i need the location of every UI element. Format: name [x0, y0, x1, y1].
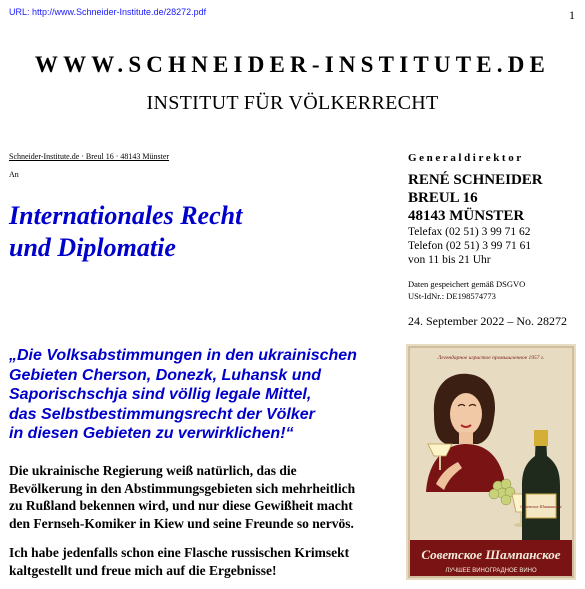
poster-subtitle: ЛУЧШЕЕ ВИНОГРАДНОЕ ВИНО — [445, 568, 537, 574]
director-city: 48143 MÜNSTER — [408, 208, 525, 224]
champagne-poster-image — [406, 344, 576, 580]
document-url[interactable]: URL: http://www.Schneider-Institute.de/28272.pdf — [9, 7, 207, 17]
face-shape — [450, 393, 482, 435]
quote-line: das Selbstbestimmungsrecht der Völker — [9, 405, 315, 423]
director-street: BREUL 16 — [408, 190, 478, 206]
poster-top-text: Легендарное игристое промышленное 1957 г. — [437, 355, 545, 361]
date-reference: 24. September 2022 – No. 28272 — [408, 314, 567, 328]
site-heading: WWW.SCHNEIDER-INSTITUTE.DE — [34, 52, 551, 77]
quote-line: „Die Volksabstimmungen in den ukrainischen — [9, 347, 357, 364]
title-line-2: und Diplomatie — [9, 233, 176, 262]
page-number: 1 — [569, 8, 575, 22]
vat-line: USt-IdNr.: DE198574773 — [408, 290, 496, 301]
sender-address-line: Schneider-Institute.de · Breul 16 · 48143 Münster — [9, 152, 170, 161]
phone-line: Telefon (02 51) 3 99 71 61 — [408, 240, 532, 252]
director-address — [408, 171, 543, 225]
poster-brand-text: Советское Шампанское — [421, 547, 561, 562]
body-line: den Fernseh-Komiker in Kiew und seine Freunde so nervös. — [9, 515, 354, 531]
body-paragraph-1 — [9, 462, 404, 532]
body-paragraph-2 — [9, 544, 404, 579]
body-line: Die ukrainische Regierung weiß natürlich, das die — [9, 463, 297, 478]
institute-heading: INSTITUT FÜR VÖLKERRECHT — [146, 92, 439, 114]
title-line-1: Internationales Recht — [9, 201, 243, 230]
body-line: kaltgestellt und freue mich auf die Ergebnisse! — [9, 562, 277, 578]
director-name: RENÉ SCHNEIDER — [408, 172, 543, 188]
body-line: Ich habe jedenfalls schon eine Flasche russischen Krimsekt — [9, 545, 350, 560]
hours-line: von 11 bis 21 Uhr — [408, 254, 491, 266]
quote-line: Saporischschja sind völlig legale Mittel, — [9, 386, 312, 403]
quote-block — [9, 346, 357, 444]
body-line: zu Rußland bekennen wird, und nur diese Gewißheit macht — [9, 498, 353, 513]
quote-line: in diesen Gebieten zu verwirklichen!“ — [9, 425, 294, 442]
svg-text:Советское Шампанское: Советское Шампанское — [520, 504, 562, 509]
gdpr-line: Daten gespeichert gemäß DSGVO — [408, 279, 526, 289]
director-label: Generaldirektor — [408, 152, 524, 164]
director-contact — [408, 225, 531, 267]
recipient-label: An — [9, 170, 19, 179]
fax-line: Telefax (02 51) 3 99 71 62 — [408, 226, 531, 238]
document-title — [9, 200, 242, 264]
body-line: Bevölkerung in den Abstimmungsgebieten sich mehrheitlich — [9, 480, 356, 496]
privacy-info — [408, 279, 525, 302]
quote-line: Gebieten Cherson, Donezk, Luhansk und — [9, 366, 322, 384]
